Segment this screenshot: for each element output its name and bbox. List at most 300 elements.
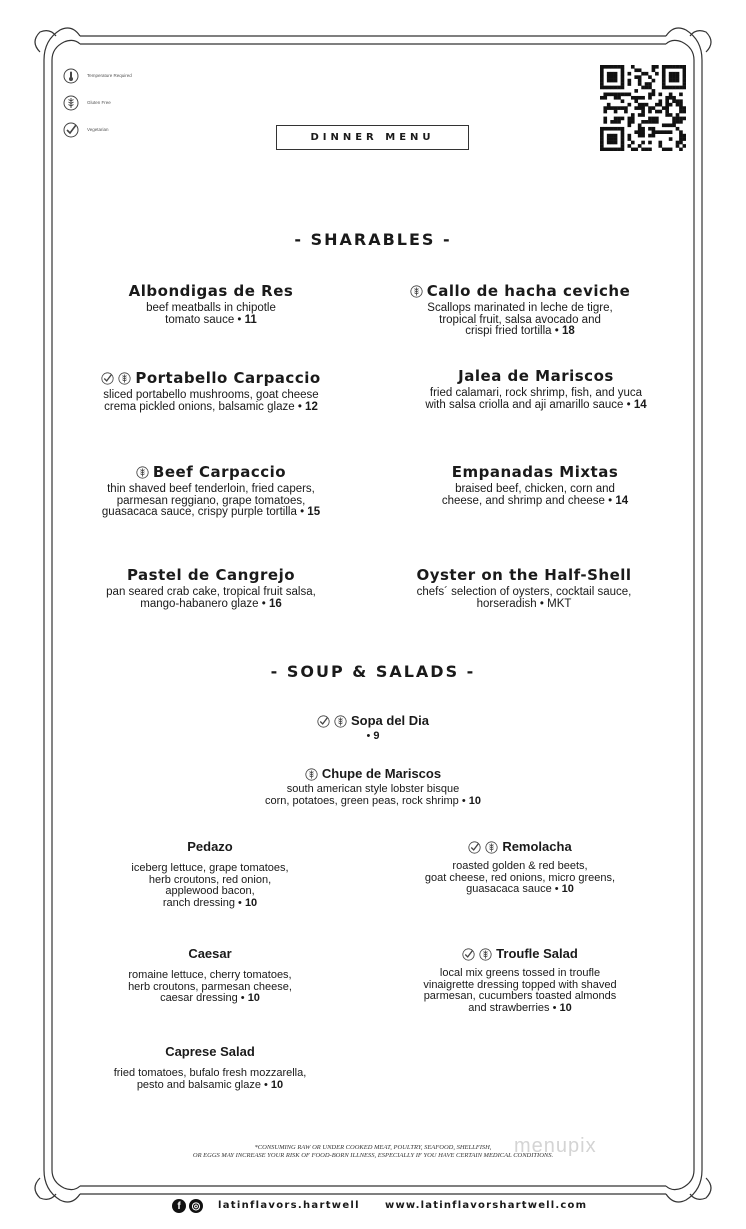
footer [0, 1199, 746, 1217]
qr-module [634, 89, 638, 93]
menu-item [370, 839, 670, 896]
item-price: 9 [373, 730, 380, 742]
item-desc-line: with salsa criolla and aji amarillo sauce [425, 398, 624, 411]
qr-module [669, 123, 673, 127]
qr-module [614, 110, 618, 114]
qr-module [652, 93, 656, 97]
wheat-icon [334, 715, 347, 728]
item-desc-line: mango-habanero glaze [140, 597, 259, 610]
item-name: Remolacha [502, 839, 572, 854]
item-desc-line: crema pickled onions, balsamic glaze [104, 400, 295, 413]
item-desc-line: applewood bacon, [165, 885, 255, 897]
qr-module [628, 134, 632, 138]
qr-module [614, 141, 618, 145]
qr-module [631, 96, 635, 100]
qr-module [679, 117, 683, 121]
menu-item [61, 369, 361, 413]
qr-module [645, 72, 649, 76]
qr-module [607, 141, 611, 145]
menu-item [385, 463, 685, 507]
item-name-row [223, 766, 523, 782]
menu-item [370, 282, 670, 338]
qr-module [676, 103, 680, 107]
item-desc-line: herb croutons, parmesan cheese, [128, 980, 292, 993]
qr-module [617, 106, 621, 110]
qr-module [683, 110, 686, 114]
qr-module [676, 65, 680, 69]
legend-item-vegetarian [63, 116, 132, 143]
facebook-icon[interactable]: f [172, 1199, 186, 1213]
menu-item [60, 946, 360, 1005]
qr-module [638, 103, 642, 107]
qr-module [628, 103, 632, 107]
qr-module [638, 75, 642, 79]
qr-module [648, 148, 652, 151]
qr-module [669, 103, 673, 107]
item-name-row [370, 282, 670, 300]
qr-module [631, 120, 635, 124]
qr-module [658, 130, 662, 134]
item-name: Oyster on the Half-Shell [416, 566, 632, 584]
qr-module [621, 117, 625, 121]
qr-module [610, 72, 614, 76]
qr-module [607, 79, 611, 83]
qr-module [614, 86, 618, 90]
qr-module [631, 141, 635, 145]
qr-module [641, 141, 645, 145]
qr-module [617, 127, 621, 131]
qr-module [638, 96, 642, 100]
qr-module [641, 86, 645, 90]
qr-module [641, 134, 645, 138]
qr-module [610, 137, 614, 141]
qr-module [662, 148, 666, 151]
qr-module [655, 130, 659, 134]
qr-module [621, 137, 625, 141]
qr-module [638, 134, 642, 138]
disclaimer-line: OR EGGS MAY INCREASE YOUR RISK OF FOOD-BORN ILLNESS, ESPECIALLY IF YOU HAVE CERTAIN MEDICAL CONDITIONS. [192, 1152, 554, 1159]
wheat-icon [305, 768, 318, 781]
wheat-icon [485, 841, 498, 854]
item-desc-line: tropical fruit, salsa avocado and [439, 313, 601, 326]
qr-module [634, 99, 638, 103]
menu-item [370, 946, 670, 1014]
qr-module [631, 148, 635, 151]
qr-module [621, 134, 625, 138]
qr-module [614, 93, 618, 97]
qr-module [624, 110, 628, 114]
item-desc: local mix greens tossed in troufle vinaigrette dressing topped with shaved parmesan, cucumbers toasted almonds and strawberries • 10 [370, 968, 670, 1014]
website-link[interactable]: www.latinflavorshartwell.com [385, 1200, 588, 1211]
qr-module [669, 113, 673, 117]
item-desc-line: corn, potatoes, green peas, rock shrimp [264, 794, 459, 807]
instagram-icon[interactable]: ◎ [189, 1199, 203, 1213]
qr-module [641, 106, 645, 110]
check-leaf-icon [63, 122, 79, 138]
item-desc: iceberg lettuce, grape tomatoes, herb croutons, red onion, applewood bacon, ranch dressing • 10 [60, 863, 360, 909]
qr-module [645, 82, 649, 86]
item-desc-line: herb croutons, red onion, [148, 873, 272, 886]
qr-module [610, 120, 614, 124]
item-desc-line: pan seared crab cake, tropical fruit salsa, [106, 586, 316, 598]
qr-module [603, 110, 607, 114]
item-desc: Scallops marinated in leche de tigre, tropical fruit, salsa avocado and crispi fried tortilla • 18 [370, 303, 670, 338]
qr-module [603, 106, 607, 110]
qr-module [683, 79, 686, 83]
qr-module [683, 86, 686, 90]
item-name-row [223, 713, 523, 729]
qr-module [641, 103, 645, 107]
item-desc-line: horseradish [476, 597, 537, 610]
item-desc: beef meatballs in chipotle tomato sauce • 11 [61, 303, 361, 326]
qr-module [672, 75, 676, 79]
watermark: menupix [514, 1135, 597, 1157]
qr-module [648, 82, 652, 86]
qr-module [655, 110, 659, 114]
qr-module [672, 96, 676, 100]
qr-module [638, 113, 642, 117]
qr-module [652, 127, 656, 131]
item-desc-line: roasted golden & red beets, [452, 860, 588, 872]
qr-module [676, 99, 680, 103]
qr-module [648, 117, 652, 121]
qr-module [600, 137, 604, 141]
qr-module [669, 72, 673, 76]
item-name: Caprese Salad [165, 1044, 255, 1059]
qr-module [614, 106, 618, 110]
qr-module [617, 148, 621, 151]
qr-module [669, 96, 673, 100]
item-desc-line: parmesan, cucumbers toasted almonds [423, 990, 617, 1002]
qr-module [621, 86, 625, 90]
item-name-row [61, 369, 361, 387]
qr-module [645, 86, 649, 90]
qr-module [658, 110, 662, 114]
item-price: 10 [247, 992, 260, 1004]
qr-module [600, 79, 604, 83]
qr-module [621, 148, 625, 151]
qr-module [645, 103, 649, 107]
qr-module [648, 75, 652, 79]
item-price: 14 [615, 494, 629, 507]
item-desc-line: guasacaca sauce [466, 883, 552, 895]
qr-module [621, 72, 625, 76]
item-price: 14 [633, 398, 647, 411]
item-desc-line: guasacaca sauce, crispy purple tortilla [101, 506, 297, 518]
menu-item [223, 766, 523, 807]
qr-module [648, 127, 652, 131]
qr-module [617, 93, 621, 97]
item-price: 10 [559, 1001, 572, 1014]
item-desc-line: local mix greens tossed in troufle [439, 967, 601, 979]
qr-module [617, 120, 621, 124]
qr-module [679, 103, 683, 107]
item-desc-line: chefs´ selection of oysters, cocktail sauce, [416, 586, 632, 598]
qr-module [648, 134, 652, 138]
qr-module [628, 93, 632, 97]
item-desc: braised beef, chicken, corn and cheese, and shrimp and cheese • 14 [385, 484, 685, 507]
item-desc-line: and strawberries [468, 1001, 550, 1014]
qr-module [628, 72, 632, 76]
qr-module [614, 79, 618, 83]
qr-module [614, 127, 618, 131]
disclaimer [150, 1144, 596, 1160]
qr-module [683, 72, 686, 76]
qr-module [610, 106, 614, 110]
qr-module [658, 144, 662, 148]
qr-module [652, 120, 656, 124]
qr-module [638, 144, 642, 148]
qr-module [600, 148, 604, 151]
qr-module [669, 86, 673, 90]
qr-module [662, 123, 666, 127]
qr-module [610, 148, 614, 151]
qr-module [638, 82, 642, 86]
qr-module [669, 79, 673, 83]
qr-module [676, 113, 680, 117]
item-desc-line: goat cheese, red onions, micro greens, [424, 871, 616, 884]
qr-module [683, 68, 686, 72]
item-desc-line: cheese, and shrimp and cheese [441, 494, 605, 507]
item-desc-line: fried calamari, rock shrimp, fish, and yuca [429, 387, 643, 399]
qr-module [652, 106, 656, 110]
qr-module [676, 141, 680, 145]
qr-module [683, 82, 686, 86]
qr-module [638, 79, 642, 83]
qr-module [672, 99, 676, 103]
qr-module [610, 65, 614, 69]
qr-module [621, 106, 625, 110]
qr-module [655, 65, 659, 69]
item-price: 12 [305, 400, 318, 413]
qr-module [603, 120, 607, 124]
qr-module [669, 75, 673, 79]
qr-module [641, 110, 645, 114]
qr-module [600, 134, 604, 138]
qr-module [652, 117, 656, 121]
qr-module [669, 65, 673, 69]
qr-module [607, 137, 611, 141]
item-price: 18 [561, 325, 575, 337]
qr-module [676, 120, 680, 124]
section-title-sharables: - SHARABLES - [294, 230, 452, 249]
qr-module [652, 79, 656, 83]
qr-module [679, 106, 683, 110]
item-name: Beef Carpaccio [152, 463, 287, 481]
qr-module [621, 144, 625, 148]
qr-module [614, 72, 618, 76]
qr-module [672, 86, 676, 90]
qr-module [655, 103, 659, 107]
qr-module [628, 123, 632, 127]
item-name: Pastel de Cangrejo [126, 566, 296, 584]
qr-module [610, 127, 614, 131]
qr-module [648, 86, 652, 90]
qr-module [603, 117, 607, 121]
qr-module [631, 65, 635, 69]
qr-module [683, 117, 686, 121]
qr-module [641, 96, 645, 100]
qr-module [655, 120, 659, 124]
qr-module [610, 93, 614, 97]
qr-module [676, 79, 680, 83]
item-price: 11 [244, 313, 257, 326]
item-desc-line: parmesan reggiano, grape tomatoes, [116, 494, 306, 507]
qr-module [665, 86, 669, 90]
qr-module [617, 96, 621, 100]
qr-code[interactable] [600, 65, 686, 151]
qr-module [614, 137, 618, 141]
qr-module [624, 106, 628, 110]
qr-module [603, 96, 607, 100]
item-name: Caesar [188, 946, 232, 961]
qr-module [662, 86, 666, 90]
qr-module [617, 117, 621, 121]
item-name: Chupe de Mariscos [321, 766, 442, 781]
qr-module [614, 117, 618, 121]
qr-module [655, 117, 659, 121]
item-desc: roasted golden & red beets, goat cheese, red onions, micro greens, guasacaca sauce • 10 [370, 861, 670, 896]
item-name: Empanadas Mixtas [451, 463, 619, 481]
qr-module [665, 106, 669, 110]
legend-label: Gluten Free [87, 100, 111, 105]
qr-module [648, 96, 652, 100]
qr-module [652, 130, 656, 134]
qr-module [641, 148, 645, 151]
qr-module [683, 106, 686, 110]
qr-module [634, 148, 638, 151]
qr-module [600, 144, 604, 148]
qr-module [617, 86, 621, 90]
qr-module [652, 134, 656, 138]
item-desc: fried tomatoes, bufalo fresh mozzarella, pesto and balsamic glaze • 10 [60, 1068, 360, 1091]
qr-module [603, 65, 607, 69]
qr-module [662, 68, 666, 72]
item-desc: pan seared crab cake, tropical fruit salsa, mango-habanero glaze • 16 [61, 587, 361, 610]
qr-module [631, 113, 635, 117]
social-handle[interactable]: latinflavors.hartwell [218, 1200, 360, 1211]
qr-module [662, 79, 666, 83]
qr-module [669, 93, 673, 97]
qr-module [600, 127, 604, 131]
check-leaf-icon [468, 841, 481, 854]
qr-module [683, 65, 686, 69]
qr-module [621, 93, 625, 97]
qr-module [672, 123, 676, 127]
qr-module [679, 110, 683, 114]
qr-module [600, 96, 604, 100]
qr-module [600, 68, 604, 72]
item-desc: thin shaved beef tenderloin, fried capers, parmesan reggiano, grape tomatoes, guasacaca sauce, crispy purple tortilla • 15 [61, 484, 361, 519]
qr-module [621, 65, 625, 69]
qr-module [600, 130, 604, 134]
qr-module [621, 130, 625, 134]
qr-module [607, 75, 611, 79]
qr-module [652, 65, 656, 69]
wheat-icon [63, 95, 79, 111]
menu-item [61, 566, 361, 610]
qr-module [645, 148, 649, 151]
item-price: 10 [561, 883, 574, 895]
qr-module [648, 106, 652, 110]
qr-module [607, 86, 611, 90]
qr-module [614, 120, 618, 124]
qr-module [679, 86, 683, 90]
qr-module [621, 79, 625, 83]
qr-module [621, 68, 625, 72]
qr-module [634, 130, 638, 134]
menu-item [386, 367, 686, 411]
qr-module [628, 117, 632, 121]
qr-module [628, 82, 632, 86]
item-desc: • 9 [366, 730, 380, 742]
qr-module [662, 106, 666, 110]
qr-module [645, 120, 649, 124]
item-desc: sliced portabello mushrooms, goat cheese crema pickled onions, balsamic glaze • 12 [61, 390, 361, 413]
qr-module [641, 113, 645, 117]
qr-module [641, 130, 645, 134]
item-price: 10 [270, 1078, 284, 1091]
wheat-icon [410, 285, 423, 298]
legend-item-temperature [63, 62, 132, 89]
qr-module [672, 79, 676, 83]
item-name: Portabello Carpaccio [135, 369, 321, 387]
qr-module [641, 120, 645, 124]
wheat-icon [479, 948, 492, 961]
item-desc-line: ranch dressing [162, 896, 235, 909]
qr-module [683, 134, 686, 138]
qr-module [603, 86, 607, 90]
qr-module [658, 93, 662, 97]
menu-item [60, 1044, 360, 1091]
qr-module [662, 72, 666, 76]
qr-module [607, 72, 611, 76]
qr-module [610, 86, 614, 90]
item-desc: fried calamari, rock shrimp, fish, and yuca with salsa criolla and aji amarillo sauce • 14 [386, 388, 686, 411]
menu-title: DINNER MENU [276, 125, 469, 150]
qr-module [652, 68, 656, 72]
item-desc-line: caesar dressing [160, 992, 238, 1004]
qr-module [603, 93, 607, 97]
qr-module [676, 127, 680, 131]
item-desc-line: iceberg lettuce, grape tomatoes, [131, 862, 289, 874]
qr-module [679, 65, 683, 69]
qr-module [638, 127, 642, 131]
item-desc-line: thin shaved beef tenderloin, fried capers, [107, 483, 315, 495]
qr-module [679, 137, 683, 141]
qr-module [679, 148, 683, 151]
item-desc-line: beef meatballs in chipotle [146, 302, 276, 314]
qr-module [614, 75, 618, 79]
qr-module [614, 134, 618, 138]
item-desc-line: romaine lettuce, cherry tomatoes, [128, 969, 292, 981]
qr-module [665, 99, 669, 103]
item-name: Troufle Salad [496, 946, 578, 961]
qr-module [634, 106, 638, 110]
social-links [172, 1199, 203, 1213]
qr-module [641, 127, 645, 131]
qr-module [610, 79, 614, 83]
item-desc-line: vinaigrette dressing topped with shaved [423, 978, 617, 991]
qr-module [603, 127, 607, 131]
qr-module [665, 103, 669, 107]
qr-module [648, 93, 652, 97]
qr-module [679, 120, 683, 124]
legend-label: Temperature Required [87, 73, 132, 78]
qr-module [638, 68, 642, 72]
qr-module [600, 72, 604, 76]
check-leaf-icon [317, 715, 330, 728]
